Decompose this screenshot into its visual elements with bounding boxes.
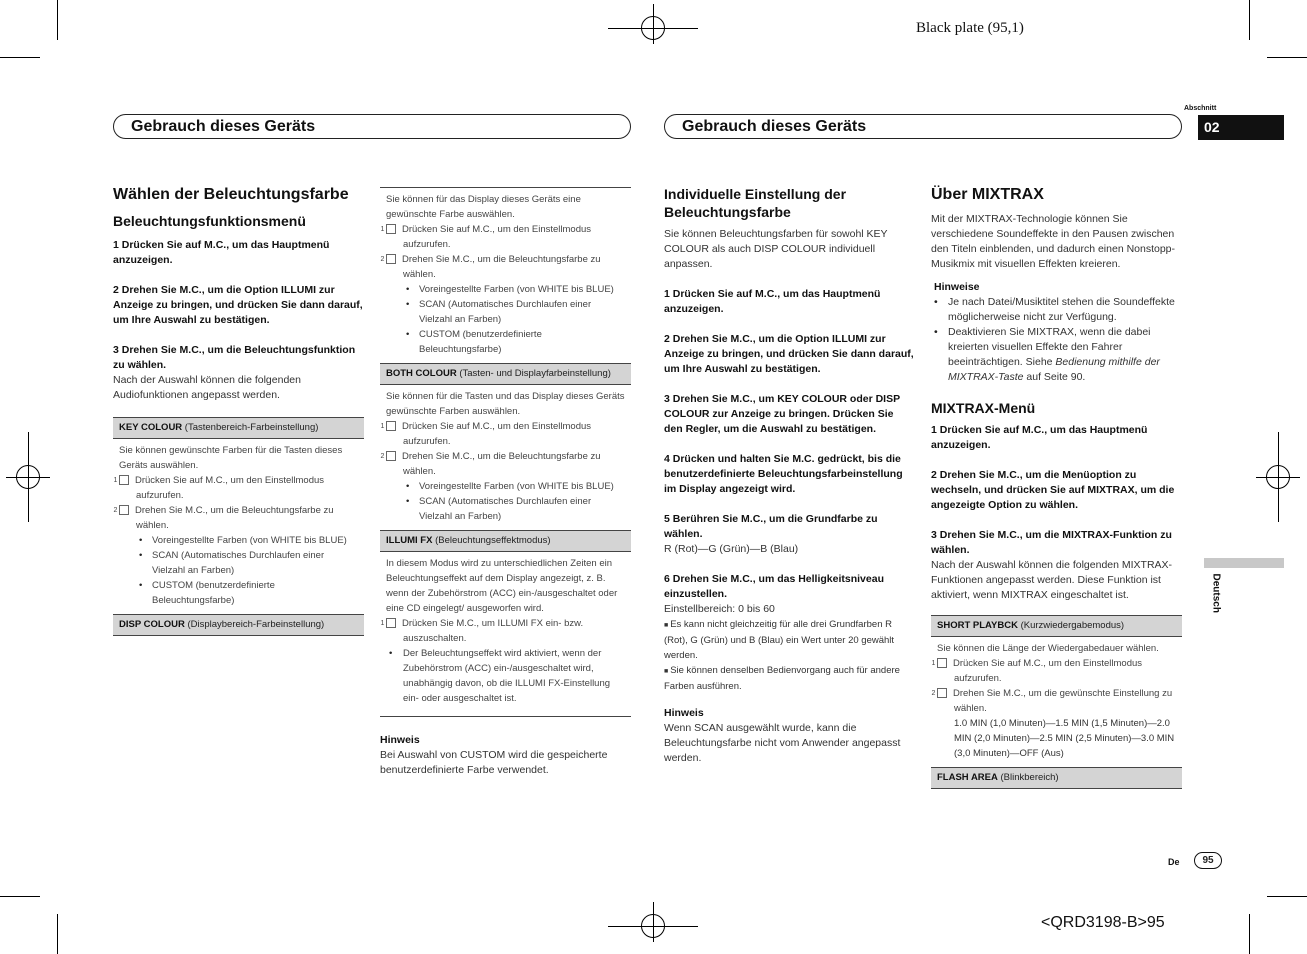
intro: Mit der MIXTRAX-Technologie können Sie verschiedene Soundeffekte in den Pausen zwischen den Titeln einblenden, und dadurch einen Nonstopp-Musikmix mit visuellen Effekten kreieren. (931, 213, 1176, 270)
disp-colour-step-2: 2 Drehen Sie M.C., um die Beleuchtungsfarbe zu wählen. (380, 254, 601, 280)
disp-colour-bullet: • SCAN (Automatisches Durchlaufen einer Vielzahl an Farben) (386, 297, 625, 327)
both-colour-intro: Sie können für die Tasten und das Display dieses Geräts gewünschte Farben auswählen. (386, 391, 625, 417)
crop-mark (0, 896, 40, 897)
step-2: 2 Drehen Sie M.C., um die Menüoption zu wechseln, und drücken Sie auf MIXTRAX, um die angezeigte Option zu wählen. (931, 469, 1175, 511)
section-number-tab: 02 (1198, 115, 1284, 140)
hinweis-title: Hinweis (380, 734, 420, 746)
illumi-fx-intro: In diesem Modus wird zu unterschiedlichen Zeiten ein Beleuchtungseffekt auf dem Display angezeigt, z. B. wenn der Zubehörstrom (ACC) ein-/ausgeschaltet oder eine CD eingelegt/ ausgeworfen wird. (386, 558, 618, 614)
both-colour-head: BOTH COLOUR (Tasten- und Displayfarbeinstellung) (380, 363, 631, 385)
hinweis-text: Wenn SCAN ausgewählt wurde, kann die Beleuchtungsfarbe nicht vom Anwender angepasst werden. (664, 722, 901, 764)
column-1 (113, 185, 364, 636)
flash-area-head: FLASH AREA (Blinkbereich) (931, 767, 1182, 789)
disp-colour-intro: Sie können für das Display dieses Geräts eine gewünschte Farbe auswählen. (386, 194, 581, 220)
lang-code: De (1168, 857, 1180, 867)
header-left: Gebrauch dieses Geräts (113, 114, 631, 139)
disp-colour-bullet: • CUSTOM (benutzerdefinierte Beleuchtungsfarbe) (386, 327, 625, 357)
section-title: Individuelle Einstellung der Beleuchtungsfarbe (664, 186, 847, 220)
section-title: Wählen der Beleuchtungsfarbe (113, 186, 349, 203)
abschnitt-label: Abschnitt (1184, 105, 1217, 112)
short-playbck-step-1: 1 Drücken Sie auf M.C., um den Einstellmodus aufzurufen. (931, 658, 1143, 684)
key-colour-head: KEY COLOUR (Tastenbereich-Farbeinstellung) (113, 417, 364, 439)
crop-mark (1249, 914, 1250, 954)
step-3-note: Nach der Auswahl können die folgenden Audiofunktionen angepasst werden. (113, 374, 301, 401)
hinweis-title: Hinweis (664, 707, 704, 719)
short-playbck-head: SHORT PLAYBCK (Kurzwiedergabemodus) (931, 615, 1182, 637)
short-playbck-intro: Sie können die Länge der Wiedergabedauer wählen. (937, 643, 1159, 654)
step-4: 4 Drücken und halten Sie M.C. gedrückt, bis die benutzerdefinierte Beleuchtungsfarbeinstellung im Display angezeigt wird. (664, 453, 903, 495)
illumi-fx-body (380, 552, 631, 717)
subsection-title: MIXTRAX-Menü (931, 400, 1036, 416)
both-colour-step-2: 2 Drehen Sie M.C., um die Beleuchtungsfarbe zu wählen. (380, 451, 601, 477)
both-colour-step-1: 1 Drücken Sie auf M.C., um den Einstellmodus aufzurufen. (380, 421, 592, 447)
both-colour-body (380, 385, 631, 530)
key-colour-step-2: 2 Drehen Sie M.C., um die Beleuchtungsfarbe zu wählen. (113, 505, 334, 531)
step-1: 1 Drücken Sie auf M.C., um das Hauptmenü anzuzeigen. (931, 424, 1148, 451)
step-1: 1 Drücken Sie auf M.C., um das Hauptmenü anzuzeigen. (664, 288, 881, 315)
illumi-fx-step-1: 1 Drücken Sie M.C., um ILLUMI FX ein- bzw. auszuschalten. (380, 618, 584, 644)
crop-mark (0, 57, 40, 58)
short-playbck-body (931, 637, 1182, 767)
key-colour-bullet: • SCAN (Automatisches Durchlaufen einer Vielzahl an Farben) (119, 548, 358, 578)
crop-mark (57, 0, 58, 40)
step-2: 2 Drehen Sie M.C., um die Option ILLUMI zur Anzeige zu bringen, und drücken Sie dann darauf, um Ihre Auswahl zu bestätigen. (113, 284, 363, 326)
disp-colour-step-1: 1 Drücken Sie auf M.C., um den Einstellmodus aufzurufen. (380, 224, 592, 250)
key-colour-bullet: • Voreingestellte Farben (von WHITE bis BLUE) (119, 533, 358, 548)
disp-colour-body (380, 187, 631, 363)
short-playbck-step-2: 2 Drehen Sie M.C., um die gewünschte Einstellung zu wählen. (931, 688, 1173, 714)
step-1: 1 Drücken Sie auf M.C., um das Hauptmenü anzuzeigen. (113, 239, 330, 266)
key-colour-step-1: 1 Drücken Sie auf M.C., um den Einstellmodus aufzurufen. (113, 475, 325, 501)
key-colour-box (113, 417, 364, 636)
short-playbck-box (931, 615, 1182, 789)
header-right: Gebrauch dieses Geräts (664, 114, 1182, 139)
step-5: 5 Berühren Sie M.C., um die Grundfarbe zu wählen. (664, 513, 878, 540)
hinweis-text: Bei Auswahl von CUSTOM wird die gespeicherte benutzerdefinierte Farbe verwendet. (380, 749, 608, 776)
column-2 (380, 187, 631, 778)
illumi-fx-bullet: • Der Beleuchtungseffekt wird aktiviert, wenn der Zubehörstrom (ACC) ein-/ausgeschaltet wird, unabhängig davon, ob die ILLUMI FX-Einstellung ein- oder ausgeschaltet ist. (386, 646, 625, 710)
language-tab-label: Deutsch (1210, 573, 1222, 613)
note: ■ Es kann nicht gleichzeitig für alle drei Grundfarben R (Rot), G (Grün) und B (Blau) ein Wert unter 20 gewählt werden. (664, 617, 915, 663)
short-playbck-options: 1.0 MIN (1,0 Minuten)—1.5 MIN (1,5 Minuten)—2.0 MIN (2,0 Minuten)—2.5 MIN (2,5 Minuten)—3.0 MIN (3,0 Minuten)—OFF (Aus) (954, 718, 1175, 759)
both-colour-bullet: • Voreingestellte Farben (von WHITE bis BLUE) (386, 479, 625, 494)
crop-mark (1249, 0, 1250, 40)
crop-mark (1267, 57, 1307, 58)
step-2: 2 Drehen Sie M.C., um die Option ILLUMI zur Anzeige zu bringen, und drücken Sie dann darauf, um Ihre Auswahl zu bestätigen. (664, 333, 914, 375)
both-colour-bullet: • SCAN (Automatisches Durchlaufen einer Vielzahl an Farben) (386, 494, 625, 524)
step-3-note: Nach der Auswahl können die folgenden MIXTRAX-Funktionen angepasst werden. Diese Funktion ist aktiviert, wenn MIXTRAX eingeschaltet ist. (931, 559, 1173, 601)
hinweis-bullet: • Je nach Datei/Musiktitel stehen die Soundeffekte möglicherweise nicht zur Verfügung. (931, 295, 1182, 325)
language-tab-bar (1204, 558, 1284, 568)
plate-label: Black plate (95,1) (916, 20, 1024, 36)
key-colour-bullet: • CUSTOM (benutzerdefinierte Beleuchtungsfarbe) (119, 578, 358, 608)
disp-colour-bullet: • Voreingestellte Farben (von WHITE bis BLUE) (386, 282, 625, 297)
hinweis-bullet: • Deaktivieren Sie MIXTRAX, wenn die dabei kreierten visuellen Effekte den Fahrer beeinträchtigen. Siehe Bedienung mithilfe der MIXTRAX-Taste auf Seite 90. (931, 325, 1182, 385)
crop-mark (1267, 896, 1307, 897)
illumi-fx-head: ILLUMI FX (Beleuchtungseffektmodus) (380, 530, 631, 552)
step-3: 3 Drehen Sie M.C., um die Beleuchtungsfunktion zu wählen. (113, 344, 356, 371)
crop-mark (57, 914, 58, 954)
note: ■ Sie können denselben Bedienvorgang auch für andere Farben ausführen. (664, 663, 915, 694)
subsection-title: Beleuchtungsfunktionsmenü (113, 213, 306, 229)
page-number: 95 (1194, 852, 1222, 869)
key-colour-intro: Sie können gewünschte Farben für die Tasten dieses Geräts auswählen. (119, 445, 343, 471)
column-4 (931, 185, 1182, 789)
intro: Sie können Beleuchtungsfarben für sowohl KEY COLOUR als auch DISP COLOUR individuell anpassen. (664, 228, 888, 270)
hinweise-title: Hinweise (934, 281, 980, 293)
step-3: 3 Drehen Sie M.C., um die MIXTRAX-Funktion zu wählen. (931, 529, 1172, 556)
key-colour-body (113, 439, 364, 614)
step-5-note: R (Rot)—G (Grün)—B (Blau) (664, 543, 799, 555)
column-3 (664, 185, 915, 766)
disp-colour-head: DISP COLOUR (Displaybereich-Farbeinstellung) (113, 614, 364, 636)
section-title: Über MIXTRAX (931, 186, 1044, 203)
step-3: 3 Drehen Sie M.C., um KEY COLOUR oder DISP COLOUR zur Anzeige zu bringen. Drücken Sie den Regler, um die Auswahl zu bestätigen. (664, 393, 900, 435)
print-code: <QRD3198-B>95 (1041, 914, 1165, 931)
step-6: 6 Drehen Sie M.C., um das Helligkeitsniveau einzustellen. (664, 573, 884, 600)
step-6-range: Einstellbereich: 0 bis 60 (664, 603, 775, 615)
